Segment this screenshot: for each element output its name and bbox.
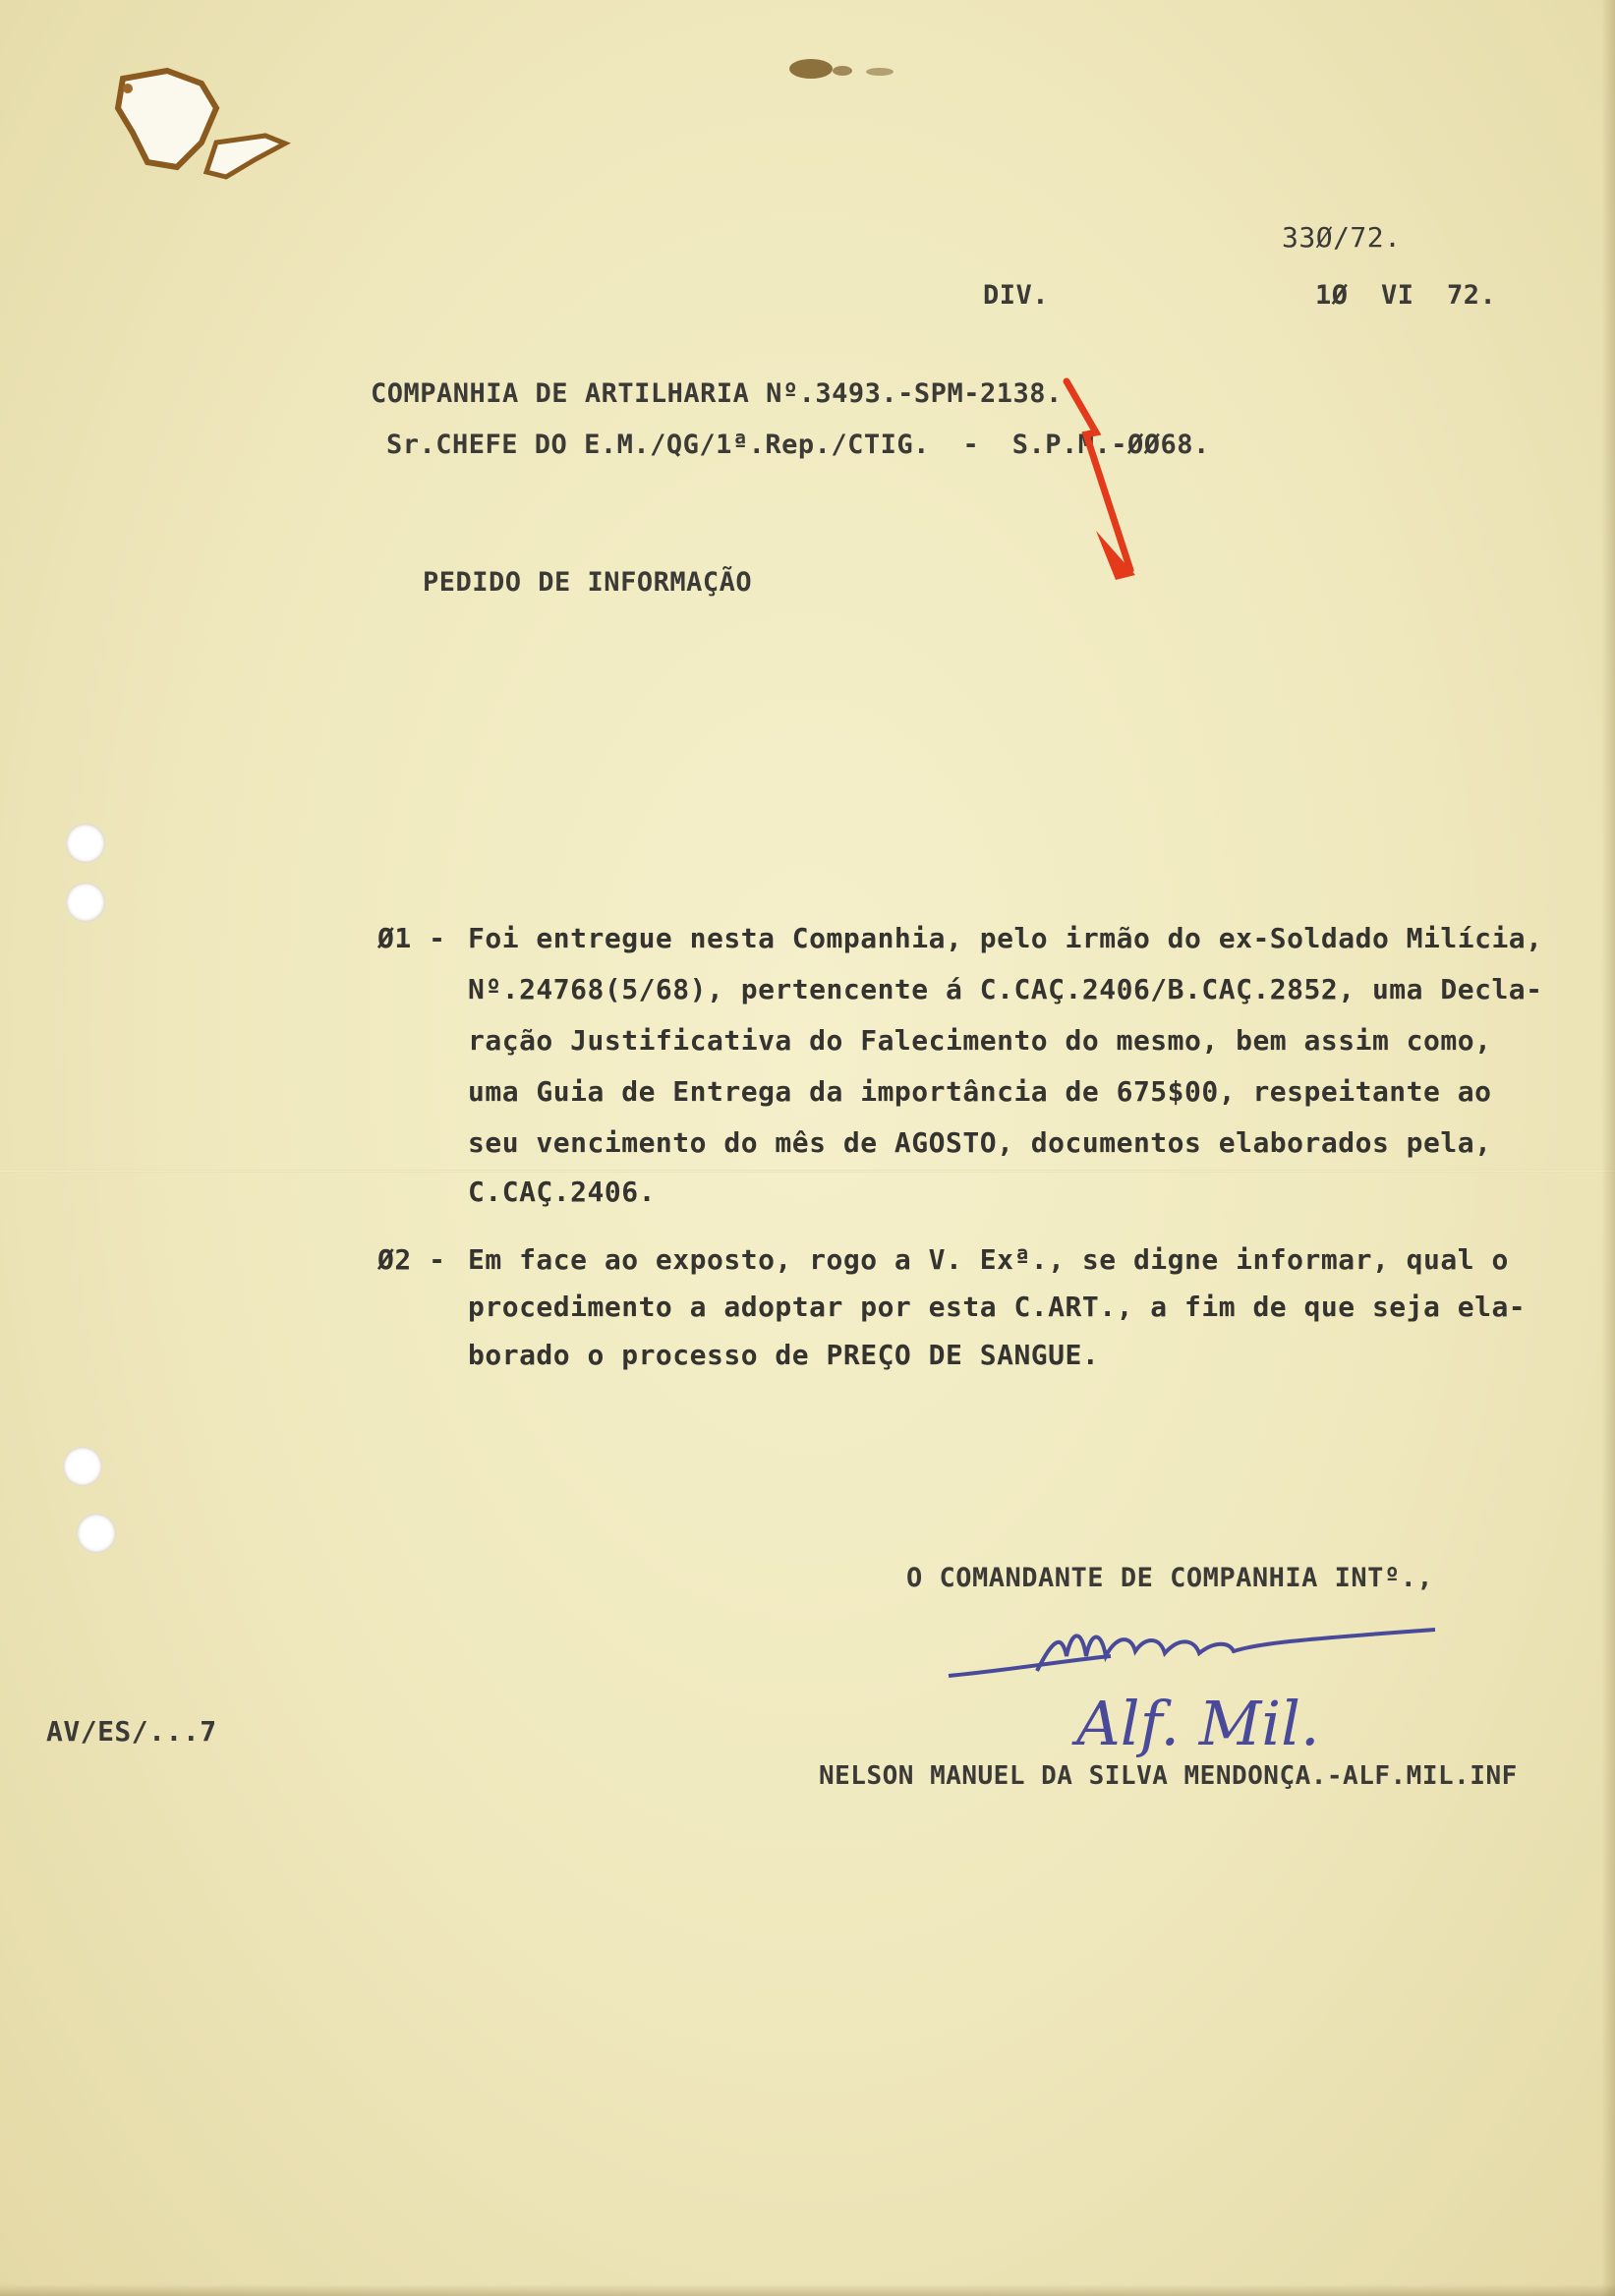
paragraph-number: Ø2 - [377, 1243, 446, 1276]
paragraph-line: Foi entregue nesta Companhia, pelo irmão do ex-Soldado Milícia, [468, 922, 1543, 954]
red-arrow-mark [1047, 373, 1155, 590]
punch-hole [66, 824, 105, 863]
ink-blot [781, 51, 909, 90]
closing-title: O COMANDANTE DE COMPANHIA INTº., [906, 1563, 1434, 1593]
paragraph-line: seu vencimento do mês de AGOSTO, documentos elaborados pela, [468, 1126, 1492, 1159]
paragraph-line: Em face ao exposto, rogo a V. Exª., se digne informar, qual o [468, 1243, 1509, 1276]
paragraph-line: ração Justificativa do Falecimento do mesmo, bem assim como, [468, 1024, 1492, 1057]
paragraph-line: Nº.24768(5/68), pertencente á C.CAÇ.2406/B.CAÇ.2852, uma Decla- [468, 973, 1543, 1005]
paragraph-line: C.CAÇ.2406. [468, 1176, 656, 1208]
paper-bottom-shadow [0, 2284, 1615, 2296]
paragraph-line: borado o processo de PREÇO DE SANGUE. [468, 1339, 1100, 1371]
punch-hole [77, 1514, 116, 1553]
reference-number: 33Ø/72. [1282, 221, 1402, 254]
document-date: 1Ø VI 72. [1315, 280, 1497, 311]
sender-line: COMPANHIA DE ARTILHARIA Nº.3493.-SPM-2138. [371, 378, 1063, 409]
punch-hole [63, 1447, 102, 1486]
recipient-line: Sr.CHEFE DO E.M./QG/1ª.Rep./CTIG. - S.P.M.-ØØ68. [386, 430, 1210, 460]
handwritten-signature [944, 1602, 1455, 1759]
paragraph-number: Ø1 - [377, 922, 446, 954]
paragraph-line: procedimento a adoptar por esta C.ART., a fim de que seja ela- [468, 1291, 1527, 1323]
punch-hole [66, 883, 105, 922]
subject-title: PEDIDO DE INFORMAÇÃO [423, 567, 753, 598]
paper-damage-mark [108, 49, 305, 206]
division-label: DIV. [983, 280, 1050, 311]
paper-fold [0, 1170, 1615, 1173]
file-reference: AV/ES/...7 [46, 1715, 217, 1748]
paragraph-line: uma Guia de Entrega da importância de 675$00, respeitante ao [468, 1075, 1492, 1108]
signature-annotation: Alf. Mil. [1076, 1688, 1320, 1759]
signatory-name: NELSON MANUEL DA SILVA MENDONÇA.-ALF.MIL.INF [819, 1761, 1518, 1791]
paper-edge-shadow [1601, 0, 1615, 2296]
